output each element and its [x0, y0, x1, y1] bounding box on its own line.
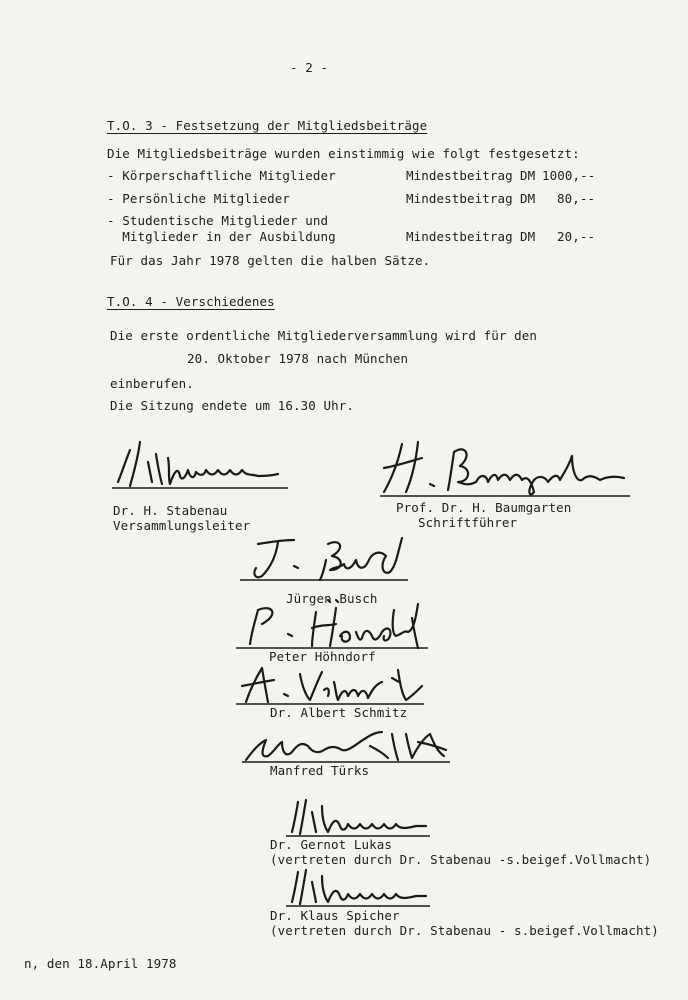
fee-currency: DM — [520, 229, 536, 244]
signatory-baumgarten-name: Prof. Dr. H. Baumgarten — [396, 500, 572, 515]
section4-line2: 20. Oktober 1978 nach München — [187, 351, 409, 366]
section4-line4: Die Sitzung endete um 16.30 Uhr. — [110, 398, 355, 413]
signature-tuerks — [238, 722, 453, 768]
signature-schmitz — [232, 660, 427, 710]
signature-hoehndorf — [232, 596, 432, 652]
fee-amount: 80,-- — [557, 191, 596, 206]
footer-date: n, den 18.April 1978 — [24, 956, 177, 971]
section3-note: Für das Jahr 1978 gelten die halben Sätze. — [110, 253, 431, 268]
signature-busch — [236, 530, 411, 586]
fee-label: Mindestbeitrag — [406, 168, 513, 183]
fee-category: - Körperschaftliche Mitglieder — [107, 168, 336, 183]
signature-stabenau — [108, 432, 293, 497]
signatory-busch: Jürgen Busch — [286, 591, 378, 606]
fee-label: Mindestbeitrag — [406, 229, 513, 244]
fee-category: - Studentische Mitglieder und — [107, 213, 329, 228]
signatory-tuerks: Manfred Türks — [270, 763, 370, 778]
signatory-spicher-name: Dr. Klaus Spicher — [270, 908, 400, 923]
signatory-lukas-name: Dr. Gernot Lukas — [270, 837, 393, 852]
page-number: - 2 - — [290, 60, 329, 75]
section3-heading: T.O. 3 - Festsetzung der Mitgliedsbeiträge — [107, 118, 428, 133]
fee-amount: 1000,-- — [542, 168, 596, 183]
signatory-stabenau-name: Dr. H. Stabenau — [113, 503, 228, 518]
signature-baumgarten — [372, 434, 634, 500]
fee-currency: DM — [520, 191, 536, 206]
section4-line1: Die erste ordentliche Mitgliederversammlung wird für den — [110, 328, 538, 343]
fee-category: - Persönliche Mitglieder — [107, 191, 291, 206]
signatory-schmitz: Dr. Albert Schmitz — [270, 705, 408, 720]
fee-label: Mindestbeitrag — [406, 191, 513, 206]
fee-amount: 20,-- — [557, 229, 596, 244]
signatory-baumgarten-role: Schriftführer — [418, 515, 518, 530]
section3-intro: Die Mitgliedsbeiträge wurden einstimmig wie folgt festgesetzt: — [107, 146, 580, 161]
fee-category-cont: Mitglieder in der Ausbildung — [107, 229, 336, 244]
signature-spicher — [284, 862, 434, 912]
signature-lukas — [284, 792, 434, 842]
fee-currency: DM — [520, 168, 536, 183]
section4-heading: T.O. 4 - Verschiedenes — [107, 294, 275, 309]
signatory-hoehndorf: Peter Höhndorf — [269, 649, 376, 664]
section4-line3: einberufen. — [110, 376, 194, 391]
signatory-spicher-note: (vertreten durch Dr. Stabenau - s.beigef.Vollmacht) — [270, 923, 659, 938]
signatory-lukas-note: (vertreten durch Dr. Stabenau -s.beigef.Vollmacht) — [270, 852, 652, 867]
signatory-stabenau-role: Versammlungsleiter — [113, 518, 251, 533]
